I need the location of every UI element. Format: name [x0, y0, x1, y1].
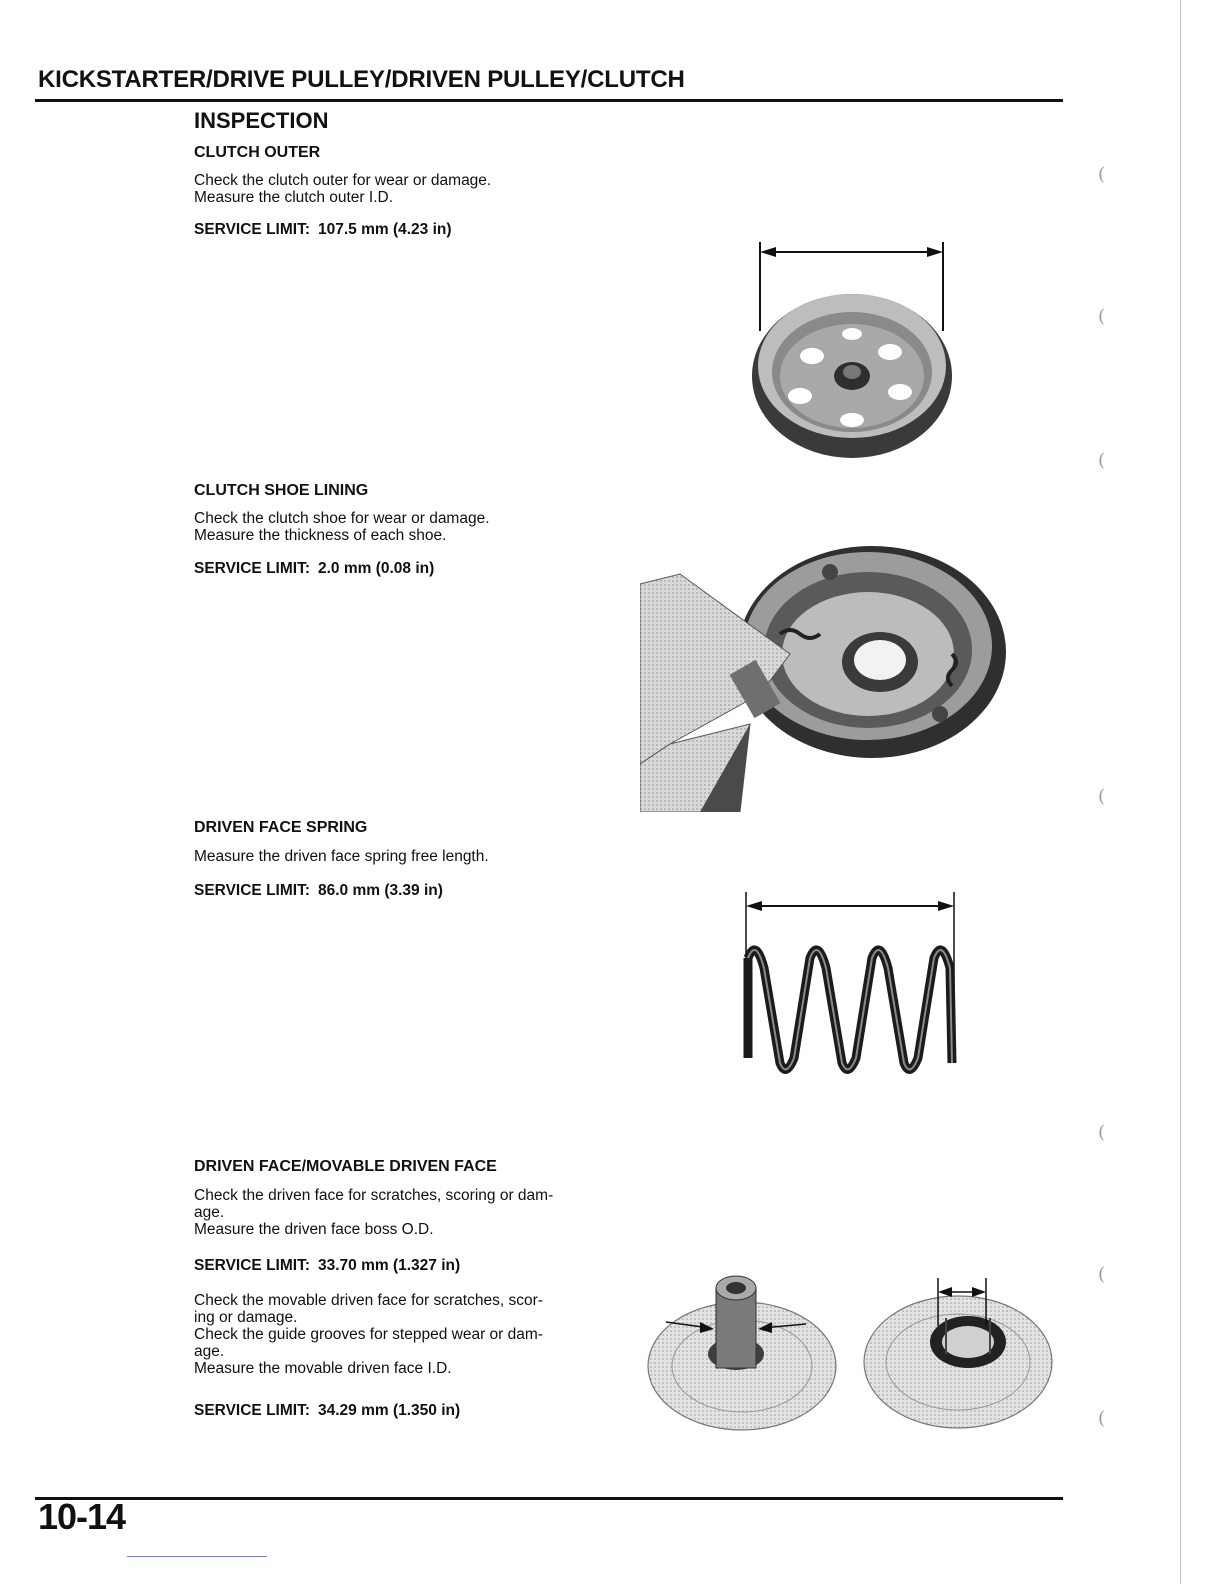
heading-clutch-outer: CLUTCH OUTER: [194, 144, 321, 161]
service-limit-value: 107.5 mm (4.23 in): [317, 221, 452, 238]
clutch-outer-illustration: [740, 236, 970, 466]
text-line: age.: [194, 1343, 225, 1360]
service-limit-label: SERVICE LIMIT:: [194, 1257, 310, 1274]
margin-mark: (: [1098, 164, 1106, 185]
service-limit-label: SERVICE LIMIT:: [194, 882, 310, 899]
service-limit-clutch-shoe: [194, 560, 434, 578]
service-limit-driven-face-spring: [194, 882, 443, 900]
text-line: ing or damage.: [194, 1309, 298, 1326]
driven-face-illustration: [646, 1258, 1058, 1438]
page-header-title: KICKSTARTER/DRIVE PULLEY/DRIVEN PULLEY/CLUTCH: [38, 66, 685, 93]
service-limit-label: SERVICE LIMIT:: [194, 560, 310, 577]
heading-clutch-shoe-lining: CLUTCH SHOE LINING: [194, 482, 369, 499]
text-line: age.: [194, 1204, 225, 1221]
service-limit-value: 34.29 mm (1.350 in): [317, 1402, 461, 1419]
page-edge-line: [1180, 0, 1181, 1584]
text-clutch-shoe: [194, 510, 634, 544]
heading-driven-face: DRIVEN FACE/MOVABLE DRIVEN FACE: [194, 1158, 497, 1175]
footer-rule: [35, 1497, 1063, 1500]
text-line: Measure the driven face boss O.D.: [194, 1221, 434, 1238]
text-line: Measure the clutch outer I.D.: [194, 189, 394, 206]
text-line: Measure the movable driven face I.D.: [194, 1360, 452, 1377]
service-limit-value: 2.0 mm (0.08 in): [317, 560, 435, 577]
page-number: 10-14: [38, 1496, 126, 1537]
text-driven-face-spring: [194, 848, 634, 865]
service-limit-movable-driven-face: [194, 1402, 460, 1420]
margin-mark: (: [1098, 1264, 1106, 1285]
service-limit-value: 86.0 mm (3.39 in): [317, 882, 443, 899]
scan-artifact-line: [127, 1556, 267, 1557]
text-line: Measure the driven face spring free length.: [194, 848, 489, 865]
text-line: Measure the thickness of each shoe.: [194, 527, 447, 544]
text-line: Check the movable driven face for scratches, scor-: [194, 1292, 543, 1309]
margin-mark: (: [1098, 450, 1106, 471]
margin-mark: (: [1098, 786, 1106, 807]
driven-face-spring-illustration: [734, 888, 966, 1082]
margin-mark: (: [1098, 1122, 1106, 1143]
text-clutch-outer: [194, 172, 634, 206]
text-line: Check the guide grooves for stepped wear or dam-: [194, 1326, 543, 1343]
text-line: Check the driven face for scratches, scoring or dam-: [194, 1187, 554, 1204]
section-title: INSPECTION: [194, 108, 329, 133]
clutch-shoe-caliper-illustration: [640, 544, 1010, 812]
service-limit-label: SERVICE LIMIT:: [194, 1402, 310, 1419]
margin-mark: (: [1098, 306, 1106, 327]
heading-driven-face-spring: DRIVEN FACE SPRING: [194, 819, 368, 836]
text-movable-driven-face: [194, 1292, 634, 1377]
service-limit-clutch-outer: [194, 221, 452, 239]
header-rule: [35, 99, 1063, 102]
margin-mark: (: [1098, 1408, 1106, 1429]
text-line: Check the clutch outer for wear or damage.: [194, 172, 492, 189]
text-line: Check the clutch shoe for wear or damage.: [194, 510, 490, 527]
service-limit-value: 33.70 mm (1.327 in): [317, 1257, 461, 1274]
service-limit-label: SERVICE LIMIT:: [194, 221, 310, 238]
service-limit-driven-face: [194, 1257, 460, 1275]
text-driven-face: [194, 1187, 634, 1238]
